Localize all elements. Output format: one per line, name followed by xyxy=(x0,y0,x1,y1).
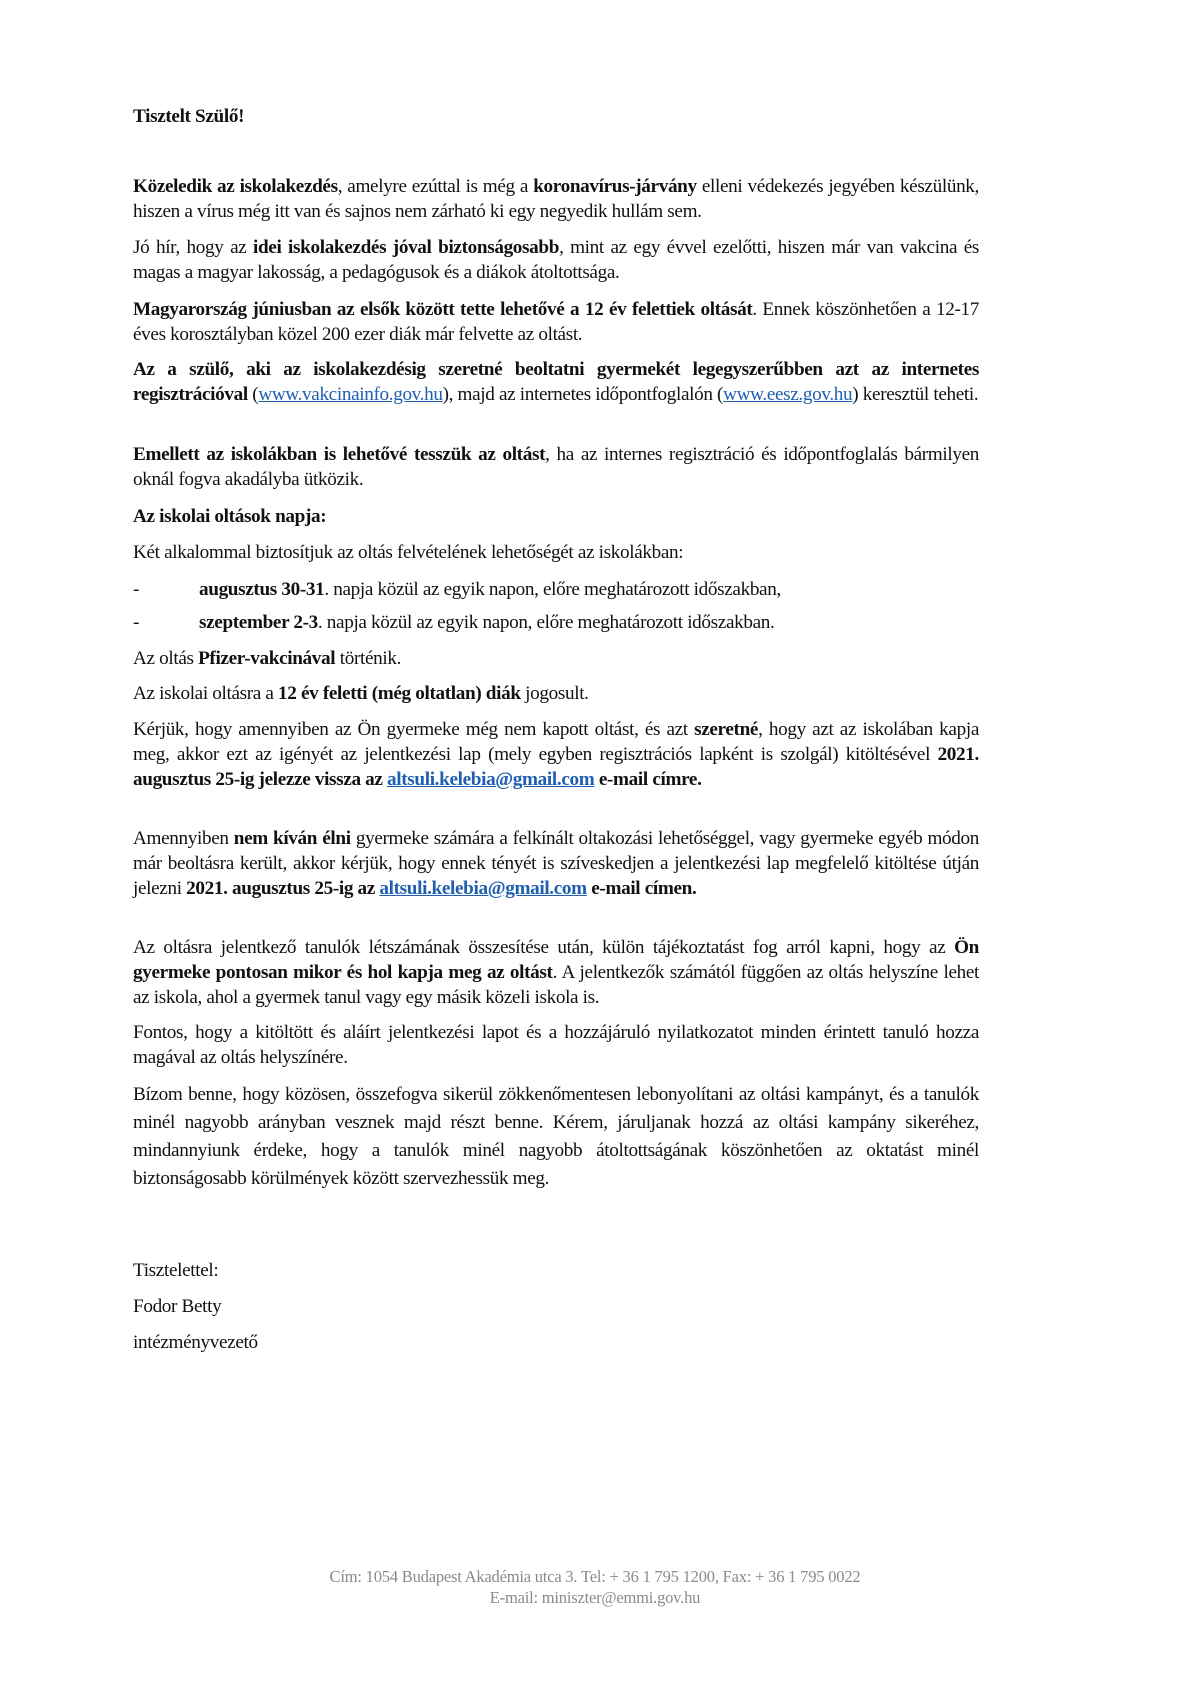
text: Jó hír, hogy az xyxy=(133,237,253,258)
text: Tisztelettel: xyxy=(133,1260,219,1281)
greeting-text: Tisztelt Szülő! xyxy=(133,106,245,127)
heading-text: Az iskolai oltások napja: xyxy=(133,506,327,527)
bold-text: Az a szülő, aki az iskolakezdésig szeretné beoltatni gyermekét legegyszerűbben azt az internetes regisztrációval xyxy=(133,359,979,405)
text: Kérjük, hogy amennyiben az Ön gyermeke még nem kapott oltást, és azt xyxy=(133,719,695,740)
paragraph-intro xyxy=(133,174,979,224)
text: , hogy azt az iskolában kapja meg, akkor ezt az igényét az jelentkezési lap (mely egyben regisztrációs lapként is szolgál) kitöltésével xyxy=(133,719,979,765)
bold-text: 12 év feletti (még oltatlan) diák xyxy=(278,683,521,704)
paragraph-pfizer xyxy=(133,646,979,671)
paragraph-notification xyxy=(133,935,979,1010)
text: elleni védekezés jegyében készülünk, hiszen a vírus még itt van és sajnos nem zárható ki egy negyedik hullám sem. xyxy=(133,176,980,222)
greeting xyxy=(133,104,979,129)
paragraph-important xyxy=(133,1020,979,1070)
bold-text: 2021. augusztus 25-ig jelezze vissza az xyxy=(133,744,979,790)
signature-closing xyxy=(133,1258,979,1283)
signature-name xyxy=(133,1294,979,1319)
footer-email: E-mail: miniszter@emmi.gov.hu xyxy=(489,1588,701,1607)
footer-address: Cím: 1054 Budapest Akadémia utca 3. Tel: + 36 1 795 1200, Fax: + 36 1 795 0022 xyxy=(329,1567,861,1586)
text: . napja közül az egyik napon, előre meghatározott időszakban, xyxy=(324,579,781,600)
section-heading xyxy=(133,504,979,529)
bold-text: koronavírus-járvány xyxy=(533,176,697,197)
text: . napja közül az egyik napon, előre meghatározott időszakban. xyxy=(317,612,775,633)
text: , ha az internes regisztráció és időpontfoglalás bármilyen oknál fogva akadályba ütközik. xyxy=(133,444,979,490)
paragraph-two-occasions xyxy=(133,540,979,565)
paragraph-decline xyxy=(133,826,979,901)
dash-bullet: - xyxy=(133,612,140,633)
school-email-link[interactable]: altsuli.kelebia@gmail.com xyxy=(387,769,595,790)
text: . A jelentkezők számától függően az oltás helyszíne lehet az iskola, ahol a gyermek tanul vagy egy másik közeli iskola is. xyxy=(133,962,980,1008)
bold-text: Ön gyermeke pontosan mikor és hol kapja meg az oltást xyxy=(133,937,979,983)
text: Két alkalommal biztosítjuk az oltás felvételének lehetőségét az iskolákban: xyxy=(133,542,684,563)
text: ( xyxy=(247,384,259,405)
paragraph-hungary-june xyxy=(133,297,979,347)
paragraph-closing xyxy=(133,1081,979,1193)
dash-bullet: - xyxy=(133,579,140,600)
text: gyermeke számára a felkínált oltakozási lehetőséggel, vagy gyermeke egyéb módon már beoltásra került, akkor kérjük, hogy ennek tényét is szíveskedjen a jelentkezési lap megfelelő kitöltése útján jelezni xyxy=(133,828,980,899)
paragraph-registration xyxy=(133,357,979,407)
text: , mint az egy évvel ezelőtti, hiszen már van vakcina és magas a magyar lakosság, a pedagógusok és a diákok átoltottsága. xyxy=(133,237,979,283)
eesz-link[interactable]: www.eesz.gov.hu xyxy=(723,384,853,405)
text: Az oltásra jelentkező tanulók létszámának összesítése után, külön tájékoztatást fog arról kapni, hogy az xyxy=(133,937,955,958)
text: Amennyiben xyxy=(133,828,234,849)
page-footer xyxy=(0,1566,1190,1608)
text: Fodor Betty xyxy=(133,1296,222,1317)
vakcinainfo-link[interactable]: www.vakcinainfo.gov.hu xyxy=(258,384,443,405)
paragraph-good-news xyxy=(133,235,979,285)
text: Fontos, hogy a kitöltött és aláírt jelentkezési lapot és a hozzájáruló nyilatkozatot minden érintett tanuló hozza magával az oltás helyszínére. xyxy=(133,1022,979,1068)
bold-text: Emellett az iskolákban is lehetővé tesszük az oltást xyxy=(133,444,546,465)
text: intézményvezető xyxy=(133,1332,258,1353)
bold-text: szeptember 2-3 xyxy=(199,612,318,633)
text: , amelyre ezúttal is még a xyxy=(337,176,534,197)
paragraph-eligibility xyxy=(133,681,979,706)
text: Bízom benne, hogy közösen, összefogva sikerül zökkenőmentesen lebonyolítani az oltási kampányt, és a tanulók minél nagyobb arányban vesznek majd részt benne. Kérem, járuljanak hozzá az oltási kampány sikeréhez, mindannyiunk érdeke, hogy a tanulók minél nagyobb átoltottságának köszönhetően az oktatást minél biztonságosabb körülmények között szervezhessük meg. xyxy=(133,1084,979,1189)
bold-text: Közeledik az iskolakezdés xyxy=(133,176,338,197)
bold-text: szeretné xyxy=(694,719,759,740)
bold-text: e-mail címre. xyxy=(594,769,702,790)
text: . Ennek köszönhetően a 12-17 éves korosztályban közel 200 ezer diák már felvette az oltást. xyxy=(133,299,979,345)
text: Az iskolai oltásra a xyxy=(133,683,279,704)
text: történik. xyxy=(335,648,402,669)
bold-text: augusztus 30-31 xyxy=(199,579,325,600)
text: ), majd az internetes időpontfoglalón ( xyxy=(442,384,724,405)
paragraph-school-vaccination xyxy=(133,442,979,492)
bold-text: idei iskolakezdés jóval biztonságosabb xyxy=(253,237,560,258)
signature-title xyxy=(133,1330,979,1355)
school-email-link[interactable]: altsuli.kelebia@gmail.com xyxy=(379,878,587,899)
text: jogosult. xyxy=(520,683,589,704)
bold-text: nem kíván élni xyxy=(233,828,351,849)
bold-text: Pfizer-vakcinával xyxy=(198,648,336,669)
bold-text: Magyarország júniusban az elsők között tette lehetővé a 12 év felettiek oltását xyxy=(133,299,753,320)
text: ) keresztül teheti. xyxy=(852,384,979,405)
text: Az oltás xyxy=(133,648,199,669)
bold-text: 2021. augusztus 25-ig az xyxy=(186,878,375,899)
paragraph-request xyxy=(133,717,979,792)
bold-text: e-mail címen. xyxy=(586,878,697,899)
